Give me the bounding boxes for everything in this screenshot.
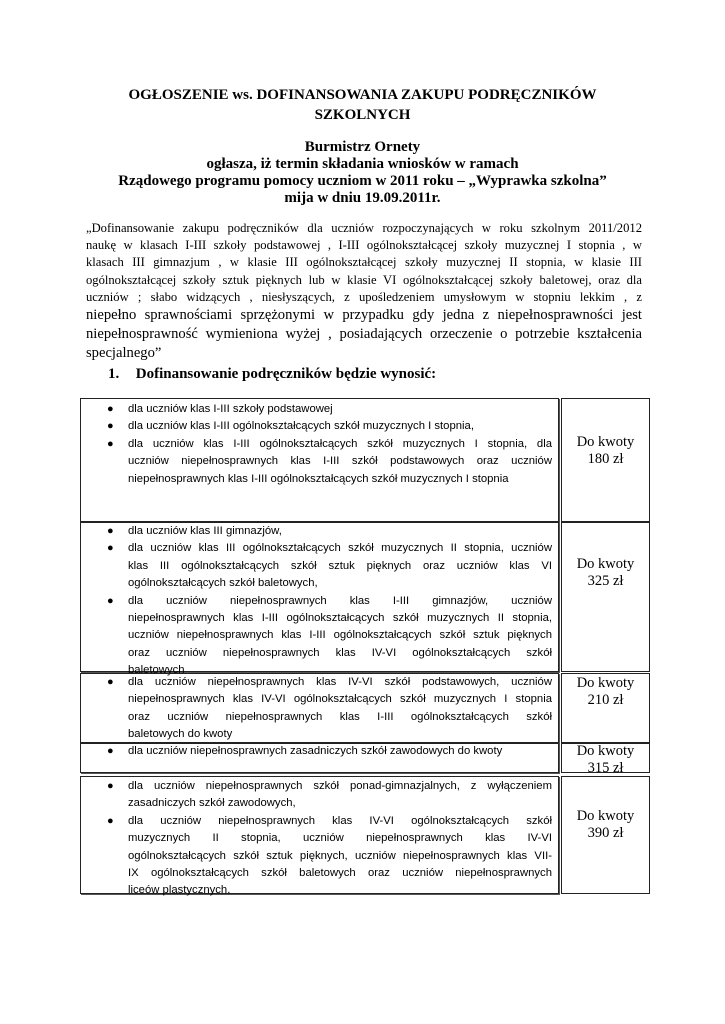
- list-item-text: dla uczniów niepełnosprawnych klas IV-VI ogólnokształcących szkół: [128, 814, 552, 827]
- table-row-amount: [561, 673, 650, 743]
- amount-label: Do kwoty: [576, 556, 635, 572]
- announcement-deadline: mija w dniu 19.09.2011r.: [284, 190, 441, 206]
- quote-line: klasach III gimnazjum , w klasie III ogólnokształcącej szkoły muzycznej II stopnia, w klasie III: [86, 255, 642, 270]
- list-item-text: baletowych do kwoty: [128, 728, 233, 741]
- quote-line: „Dofinansowanie zakupu podręczników dla uczniów rozpoczynających w roku szkolnym 2011/2012: [86, 221, 642, 235]
- list-item: [81, 401, 558, 418]
- bullet-icon: ●: [107, 403, 114, 415]
- list-item-text: IX ogólnokształcących szkół baletowych oraz uczniów niepełnosprawnych: [128, 867, 552, 880]
- bullet-icon: ●: [107, 594, 114, 607]
- bullet-icon: ●: [107, 676, 114, 688]
- table-row-items: [80, 522, 559, 677]
- list-item: [81, 523, 558, 540]
- list-item-text: ogólnokształcących szkół sztuk pięknych, uczniów niepełnosprawnych klas VII-: [128, 849, 552, 862]
- bullet-icon: ●: [107, 780, 114, 792]
- table-row-amount: [561, 398, 650, 522]
- list-item: [81, 743, 558, 760]
- table-row-items: [80, 743, 559, 773]
- bullet-icon: ●: [107, 420, 114, 433]
- list-item-text: zasadniczych szkół zawodowych,: [128, 797, 296, 810]
- section-heading: [108, 366, 436, 383]
- announcement-issuer: Burmistrz Ornety: [304, 139, 421, 155]
- list-item-text: dla uczniów klas III ogólnokształcących szkół muzycznych II stopnia, uczniów: [128, 542, 552, 555]
- list-item-text: dla uczniów klas I-III ogólnokształcących szkół muzycznych I stopnia, dla: [128, 437, 552, 450]
- list-item-text: oraz uczniów niepełnosprawnych klas I-III ogólnokształcących szkół: [128, 710, 552, 723]
- list-item-text: dla uczniów klas I-III ogólnokształcących szkół muzycznych I stopnia,: [128, 420, 474, 433]
- list-item-text: niepełnosprawnych klas I-III ogólnokształcących szkół muzycznych II stopnia,: [128, 612, 552, 625]
- amount-label: Do kwoty: [576, 675, 635, 691]
- quoted-regulation: [86, 220, 642, 363]
- list-item-text: uczniów niepełnosprawnych klas I-III ogólnokształcących szkół sztuk pięknych: [128, 629, 552, 642]
- bullet-icon: ●: [107, 745, 114, 757]
- amount-value: 390 zł: [587, 825, 624, 841]
- amount-label: Do kwoty: [576, 808, 635, 824]
- amount-value: 180 zł: [587, 451, 624, 467]
- bullet-icon: ●: [107, 437, 114, 450]
- amount-label: Do kwoty: [576, 743, 635, 759]
- list-item: [81, 540, 558, 592]
- list-item: [81, 813, 558, 900]
- announcement-line-2: ogłasza, iż termin składania wniosków w ramach: [206, 156, 519, 172]
- list-item-text: dla uczniów klas III gimnazjów,: [128, 525, 282, 537]
- table-row-amount: [561, 522, 650, 672]
- title-line-1: OGŁOSZENIE ws. DOFINANSOWANIA ZAKUPU PODRĘCZNIKÓW: [128, 87, 597, 103]
- section-title: Dofinansowanie podręczników będzie wynosić:: [135, 366, 437, 382]
- table-row-items: [80, 398, 559, 522]
- list-item-text: dla uczniów niepełnosprawnych klas IV-VI szkół podstawowych, uczniów: [128, 676, 552, 688]
- list-item-text: baletowych: [128, 664, 185, 677]
- amount-value: 315 zł: [587, 760, 624, 776]
- list-item: [81, 418, 558, 435]
- quote-line: naukę w klasach I-III szkoły podstawowej , I-III ogólnokształcącej szkoły muzycznej I stopnia , w: [86, 238, 642, 253]
- table-row-items: [80, 673, 559, 743]
- list-item-text: dla uczniów niepełnosprawnych zasadniczych szkół zawodowych do kwoty: [128, 745, 503, 757]
- list-item: [81, 593, 558, 680]
- list-item-text: dla uczniów niepełnosprawnych szkół ponad-gimnazjalnych, z wyłączeniem: [128, 780, 552, 792]
- quote-line: niepełnosprawność wymieniona wyżej , posiadających orzeczenie o potrzebie kształcenia: [86, 326, 642, 343]
- list-item: [81, 674, 558, 744]
- table-row-amount: [561, 743, 650, 776]
- list-item-text: dla uczniów niepełnosprawnych klas I-III gimnazjów, uczniów: [128, 594, 552, 607]
- list-item-text: liceów plastycznych.: [128, 884, 231, 897]
- list-item-text: muzycznych II stopnia, uczniów niepełnosprawnych klas IV-VI: [128, 832, 552, 845]
- list-item-text: dla uczniów klas I-III szkoły podstawowej: [128, 403, 333, 415]
- amount-value: 210 zł: [587, 692, 624, 708]
- table-row-amount: [561, 776, 650, 894]
- table-row-items: [80, 776, 559, 897]
- amount-value: 325 zł: [587, 573, 624, 589]
- bullet-icon: ●: [107, 525, 114, 537]
- announcement-line-3: Rządowego programu pomocy uczniom w 2011 roku – „Wyprawka szkolna”: [118, 173, 607, 189]
- title-line-2: SZKOLNYCH: [314, 107, 411, 123]
- section-number: 1.: [108, 366, 120, 382]
- list-item-text: klas III ogólnokształcących szkół sztuk pięknych oraz uczniów klas VI: [128, 559, 552, 572]
- quote-line: ogólnokształcącej szkoły sztuk pięknych lub w klasie VI ogólnokształcącej szkoły baletowej, oraz dla: [86, 272, 642, 287]
- bullet-icon: ●: [107, 814, 114, 827]
- list-item-text: ogólnokształcących szkół baletowych,: [128, 577, 318, 590]
- list-item: [81, 778, 558, 813]
- quote-line: niepełno sprawnościami sprzężonymi w przypadku gdy jedna z niepełnosprawności jest: [86, 307, 642, 324]
- bullet-icon: ●: [107, 542, 114, 555]
- amount-label: Do kwoty: [576, 434, 635, 450]
- document-title: [110, 86, 615, 125]
- quote-line: specjalnego”: [86, 345, 162, 362]
- list-item-text: niepełnosprawnych klas IV-VI ogólnokształcących szkół muzycznych I stopnia: [128, 693, 552, 706]
- list-item-text: uczniów niepełnosprawnych klas I-III szkół podstawowych oraz uczniów: [128, 455, 552, 468]
- list-item: [81, 436, 558, 488]
- list-item-text: niepełnosprawnych klas I-III ogólnokształcących szkół muzycznych I stopnia: [128, 472, 509, 485]
- quote-line: uczniów ; słabo widzących , niesłyszących, z upośledzeniem umysłowym w stopniu lekkim , z: [86, 289, 642, 304]
- announcement-block: [60, 139, 665, 207]
- list-item-text: oraz uczniów niepełnosprawnych klas IV-VI ogólnokształcących szkół: [128, 646, 552, 659]
